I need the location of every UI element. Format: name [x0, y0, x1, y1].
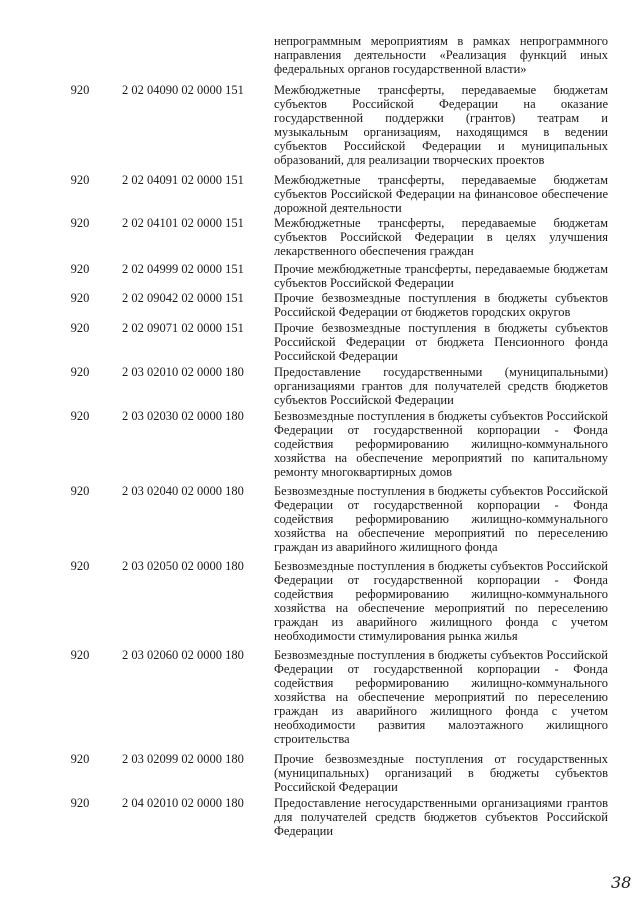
classification-code: 2 03 02010 02 0000 180 — [122, 365, 244, 379]
classification-code: 2 02 04999 02 0000 151 — [122, 262, 244, 276]
revenue-description: Безвозмездные поступления в бюджеты субъектов Российской Федерации от государственной корпорации - Фонда содействия реформированию жилищно-коммунального хозяйства на обеспечение мероприятий по переселению граждан из аварийного жилищного фонда — [274, 484, 608, 554]
revenue-description: Межбюджетные трансферты, передаваемые бюджетам субъектов Российской Федерации в целях улучшения лекарственного обеспечения граждан — [274, 216, 608, 258]
revenue-description: Прочие безвозмездные поступления в бюджеты субъектов Российской Федерации от бюджета Пенсионного фонда Российской Федерации — [274, 321, 608, 363]
classification-code: 2 02 09042 02 0000 151 — [122, 291, 244, 305]
revenue-description: Предоставление государственными (муниципальными) организациями грантов для получателей средств бюджетов субъектов Российской Федерации — [274, 365, 608, 407]
admin-code: 920 — [70, 409, 90, 423]
revenue-description: Предоставление негосударственными организациями грантов для получателей средств бюджетов субъектов Российской Федерации — [274, 796, 608, 838]
classification-code: 2 03 02030 02 0000 180 — [122, 409, 244, 423]
admin-code: 920 — [70, 173, 90, 187]
classification-code: 2 03 02040 02 0000 180 — [122, 484, 244, 498]
admin-code: 920 — [70, 559, 90, 573]
classification-code: 2 03 02050 02 0000 180 — [122, 559, 244, 573]
revenue-description: Межбюджетные трансферты, передаваемые бюджетам субъектов Российской Федерации на оказание государственной поддержки (грантов) театрам и музыкальным организациям, находящимся в ведении субъектов Российской Федерации и муниципальных образований, для реализации творческих проектов — [274, 83, 608, 167]
page-number: 38 — [611, 873, 632, 892]
continuation-text: непрограммным мероприятиям в рамках непрограммного направления деятельности «Реализация функций иных федеральных органов государственной власти» — [274, 34, 608, 76]
revenue-description: Безвозмездные поступления в бюджеты субъектов Российской Федерации от государственной корпорации - Фонда содействия реформированию жилищно-коммунального хозяйства на обеспечение мероприятий по переселению граждан из аварийного жилищного фонда с учетом необходимости стимулирования рынка жилья — [274, 559, 608, 643]
admin-code: 920 — [70, 321, 90, 335]
revenue-description: Прочие безвозмездные поступления в бюджеты субъектов Российской Федерации от бюджетов городских округов — [274, 291, 608, 319]
classification-code: 2 02 04090 02 0000 151 — [122, 83, 244, 97]
revenue-description: Межбюджетные трансферты, передаваемые бюджетам субъектов Российской Федерации на финансовое обеспечение дорожной деятельности — [274, 173, 608, 215]
admin-code: 920 — [70, 648, 90, 662]
revenue-description: Прочие безвозмездные поступления от государственных (муниципальных) организаций в бюджеты субъектов Российской Федерации — [274, 752, 608, 794]
revenue-description: Безвозмездные поступления в бюджеты субъектов Российской Федерации от государственной корпорации - Фонда содействия реформированию жилищно-коммунального хозяйства на обеспечение мероприятий по переселению граждан из аварийного жилищного фонда с учетом необходимости развития малоэтажного жилищного строительства — [274, 648, 608, 746]
admin-code: 920 — [70, 291, 90, 305]
classification-code: 2 03 02060 02 0000 180 — [122, 648, 244, 662]
admin-code: 920 — [70, 262, 90, 276]
admin-code: 920 — [70, 752, 90, 766]
admin-code: 920 — [70, 796, 90, 810]
admin-code: 920 — [70, 216, 90, 230]
admin-code: 920 — [70, 365, 90, 379]
classification-code: 2 02 09071 02 0000 151 — [122, 321, 244, 335]
revenue-description: Безвозмездные поступления в бюджеты субъектов Российской Федерации от государственной корпорации - Фонда содействия реформированию жилищно-коммунального хозяйства на обеспечение мероприятий по капитальному ремонту многоквартирных домов — [274, 409, 608, 479]
classification-code: 2 04 02010 02 0000 180 — [122, 796, 244, 810]
classification-code: 2 02 04091 02 0000 151 — [122, 173, 244, 187]
classification-code: 2 02 04101 02 0000 151 — [122, 216, 244, 230]
revenue-description: Прочие межбюджетные трансферты, передаваемые бюджетам субъектов Российской Федерации — [274, 262, 608, 290]
admin-code: 920 — [70, 484, 90, 498]
admin-code: 920 — [70, 83, 90, 97]
classification-code: 2 03 02099 02 0000 180 — [122, 752, 244, 766]
